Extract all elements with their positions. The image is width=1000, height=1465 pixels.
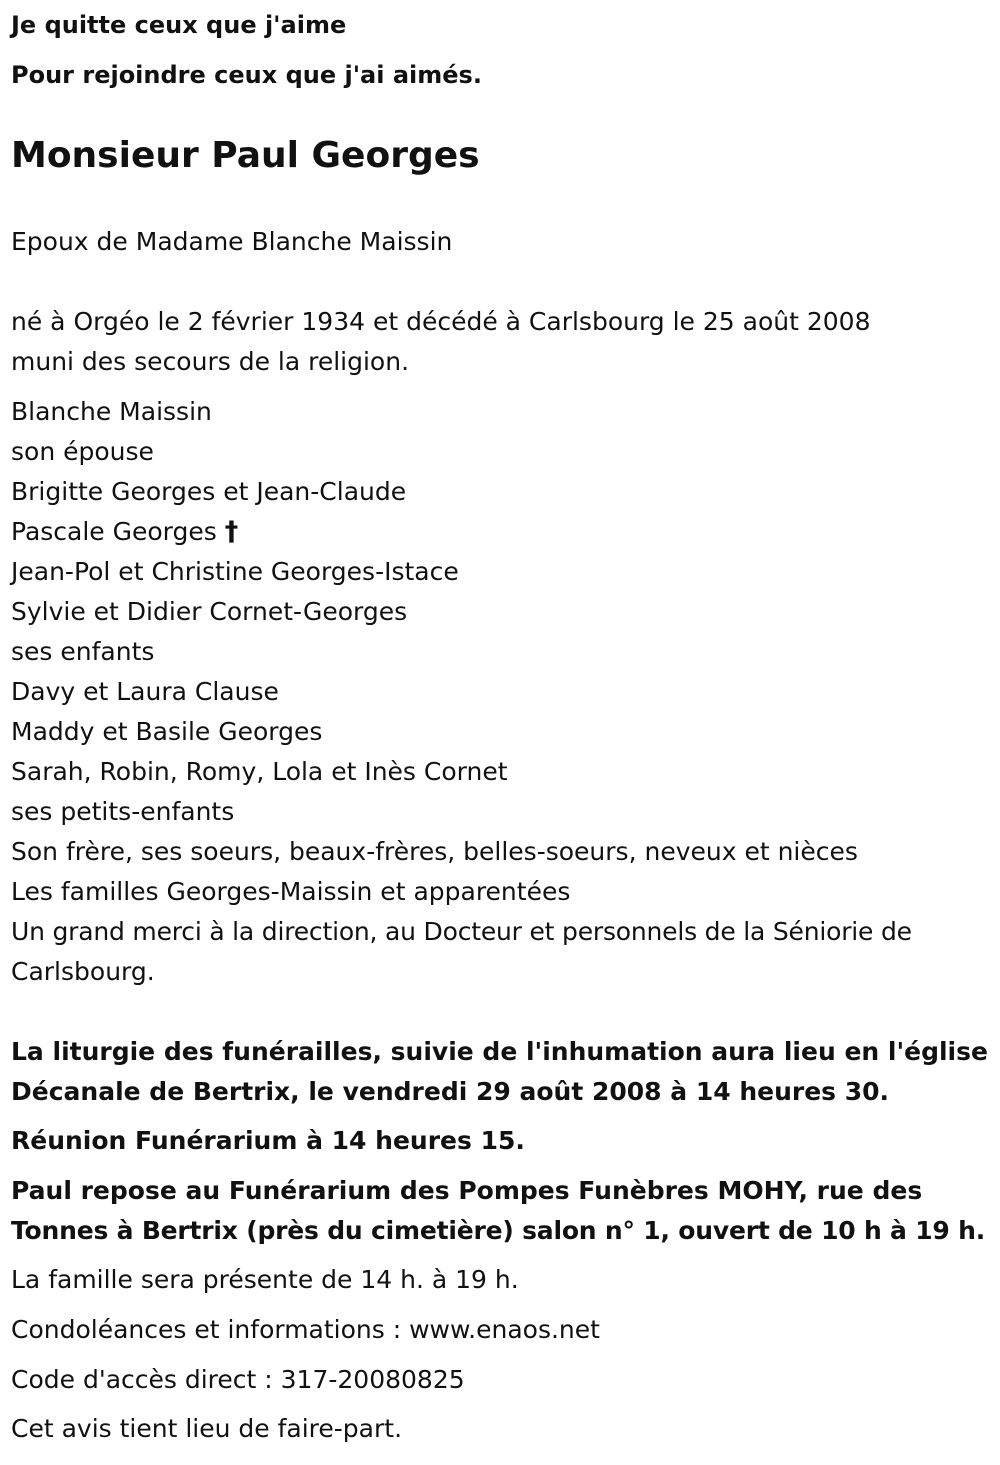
thanks-line-2: Carlsbourg. [11,957,155,986]
thanks-line-1: Un grand merci à la direction, au Docteur et personnels de la Séniorie de [11,917,912,946]
child-1: Brigitte Georges et Jean-Claude [11,477,407,506]
family-presence-line: La famille sera présente de 14 h. à 19 h. [11,1265,519,1294]
families-line: Les familles Georges-Maissin et apparentées [11,877,571,906]
rest-line-2: Tonnes à Bertrix (près du cimetière) salon n° 1, ouvert de 10 h à 19 h. [11,1216,986,1245]
child-2-name: Pascale Georges [11,517,217,546]
religion-line: muni des secours de la religion. [11,347,410,376]
child-4: Sylvie et Didier Cornet-Georges [11,597,408,626]
cross-icon: † [224,516,239,547]
wife-role: son épouse [11,437,154,466]
notice-line: Cet avis tient lieu de faire-part. [11,1414,403,1443]
birth-death-line: né à Orgéo le 2 février 1934 et décédé à Carlsbourg le 25 août 2008 [11,307,871,336]
epigraph-line-1: Je quitte ceux que j'aime [11,11,347,39]
grandchild-3: Sarah, Robin, Romy, Lola et Inès Cornet [11,757,508,786]
grandchild-2: Maddy et Basile Georges [11,717,323,746]
meeting-line: Réunion Funérarium à 14 heures 15. [11,1126,525,1155]
access-code-line: Code d'accès direct : 317-20080825 [11,1365,465,1394]
children-role: ses enfants [11,637,155,666]
deceased-name: Monsieur Paul Georges [11,135,480,176]
spouse-line: Epoux de Madame Blanche Maissin [11,227,453,256]
wife-name: Blanche Maissin [11,397,212,426]
condolences-line: Condoléances et informations : www.enaos.net [11,1315,600,1344]
child-3: Jean-Pol et Christine Georges-Istace [11,557,459,586]
liturgy-line-1: La liturgie des funérailles, suivie de l'inhumation aura lieu en l'église [11,1037,988,1066]
siblings-line: Son frère, ses soeurs, beaux-frères, belles-soeurs, neveux et nièces [11,837,858,866]
liturgy-line-2: Décanale de Bertrix, le vendredi 29 août 2008 à 14 heures 30. [11,1077,890,1106]
rest-line-1: Paul repose au Funérarium des Pompes Funèbres MOHY, rue des [11,1176,923,1205]
grandchild-1: Davy et Laura Clause [11,677,279,706]
grandchildren-role: ses petits-enfants [11,797,235,826]
child-2 [11,517,238,547]
epigraph-line-2: Pour rejoindre ceux que j'ai aimés. [11,61,482,89]
